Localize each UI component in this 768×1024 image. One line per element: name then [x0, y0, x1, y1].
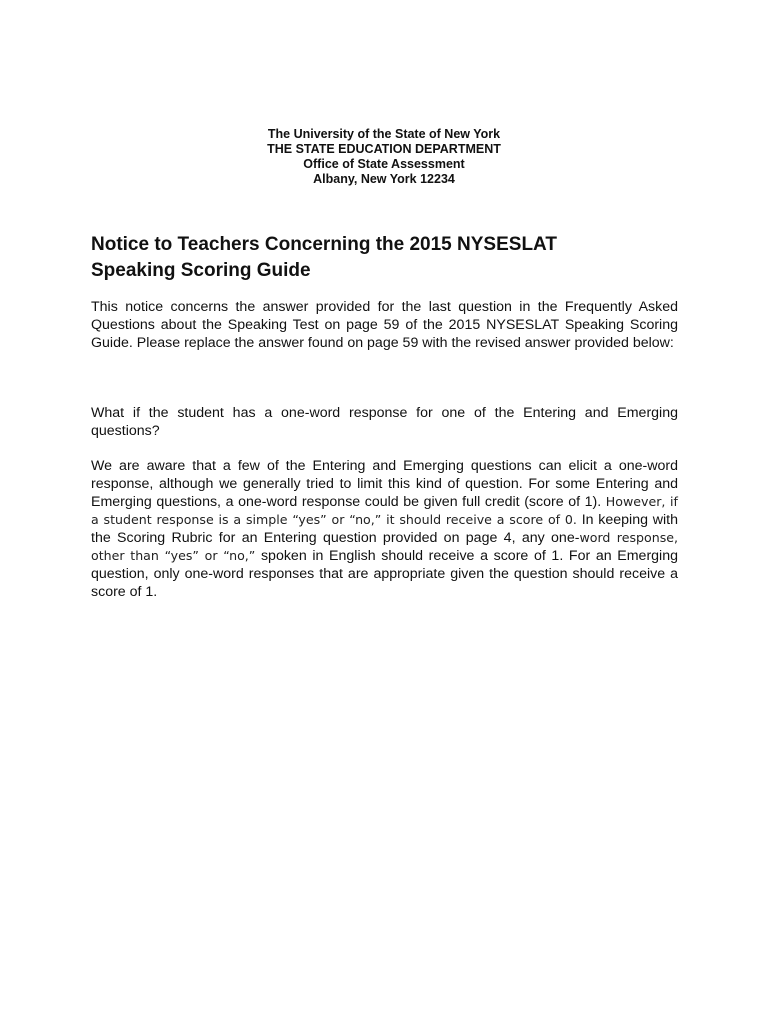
letterhead-department: THE STATE EDUCATION DEPARTMENT	[267, 142, 501, 156]
letterhead-address: Albany, New York 12234	[313, 172, 455, 186]
intro-paragraph: This notice concerns the answer provided for the last question in the Frequently Asked Questions about the Speaking Test on page 59 of the 2015 NYSESLAT Speaking Scoring Guide. Please replace the answer found on page 59 with the revised answer provided below:	[91, 299, 678, 351]
letterhead	[0, 127, 768, 187]
answer-part-4: word response, other than “yes” or “no,”	[91, 530, 679, 563]
answer-part-1: We are aware that a few of the Entering and Emerging questions can elicit a one-word response, although we generally tried to limit this kind of question. For some Entering and Emerging questions, a one-word response could be given full credit (score of 1).	[91, 458, 678, 510]
faq-answer	[91, 457, 678, 601]
page-title-line-2: Speaking Scoring Guide	[91, 260, 311, 281]
faq-question: What if the student has a one-word response for one of the Entering and Emerging questions?	[91, 405, 678, 439]
letterhead-university: The University of the State of New York	[267, 127, 501, 141]
answer-part-2: However, if a student response is a simple “yes” or “no,” it should receive a score of 0.	[91, 494, 678, 527]
answer-part-5: spoken in English should receive a score of 1. For an Emerging question, only one-word responses that are appropriate given the question should receive a score of 1.	[91, 548, 678, 600]
letterhead-office: Office of State Assessment	[303, 157, 465, 171]
answer-part-3: In keeping with the Scoring Rubric for an Entering question provided on page 4, any one-	[91, 512, 678, 546]
page-title-line-1: Notice to Teachers Concerning the 2015 NYSESLAT	[91, 234, 557, 255]
page-title	[91, 232, 691, 284]
